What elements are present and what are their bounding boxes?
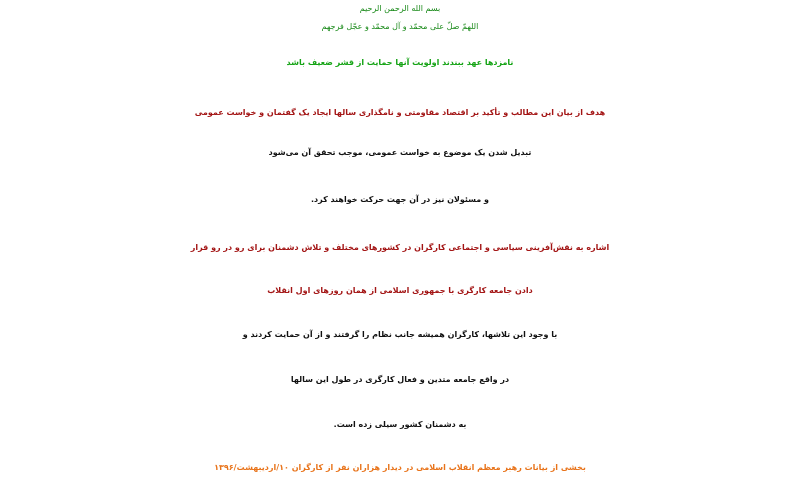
- bismillah-header: بسم الله الرحمن الرحیم: [359, 4, 441, 13]
- page-title: نامزدها عهد ببندند اولویت آنها حمایت از قشر ضعیف باشد: [286, 58, 514, 67]
- paragraph-black-5: به دشمنان کشور سیلی زده است.: [333, 420, 467, 429]
- salawat-header: اللهمّ صلّ علی محمّد و آل محمّد و عجّل فرجهم: [321, 22, 479, 31]
- paragraph-red-3: دادن جامعه کارگری با جمهوری اسلامی از همان روزهای اول انقلاب: [267, 286, 533, 295]
- paragraph-black-4: در واقع جامعه متدین و فعال کارگری در طول این سالها: [290, 375, 510, 384]
- paragraph-red-1: هدف از بیان این مطالب و تأکید بر اقتصاد مقاومتی و نامگذاری سالها ایجاد یک گفتمان و خواست عمومی: [194, 108, 606, 117]
- paragraph-black-2: و مسئولان نیز در آن جهت حرکت خواهند کرد.: [310, 195, 490, 204]
- paragraph-black-3: با وجود این تلاشها، کارگران همیشه جانب نظام را گرفتند و از آن حمایت کردند و: [242, 330, 558, 339]
- paragraph-black-1: تبدیل شدن یک موضوع به خواست عمومی، موجب تحقق آن می‌شود: [268, 148, 532, 157]
- source-footer: بخشی از بیانات رهبر معظم انقلاب اسلامی در دیدار هزاران نفر از کارگران ۱۰/اردیبهشت/۱۳۹۶: [214, 463, 586, 472]
- paragraph-red-2: اشاره به نقش‌آفرینی سیاسی و اجتماعی کارگران در کشورهای مختلف و تلاش دشمنان برای رو در رو قرار: [190, 243, 610, 252]
